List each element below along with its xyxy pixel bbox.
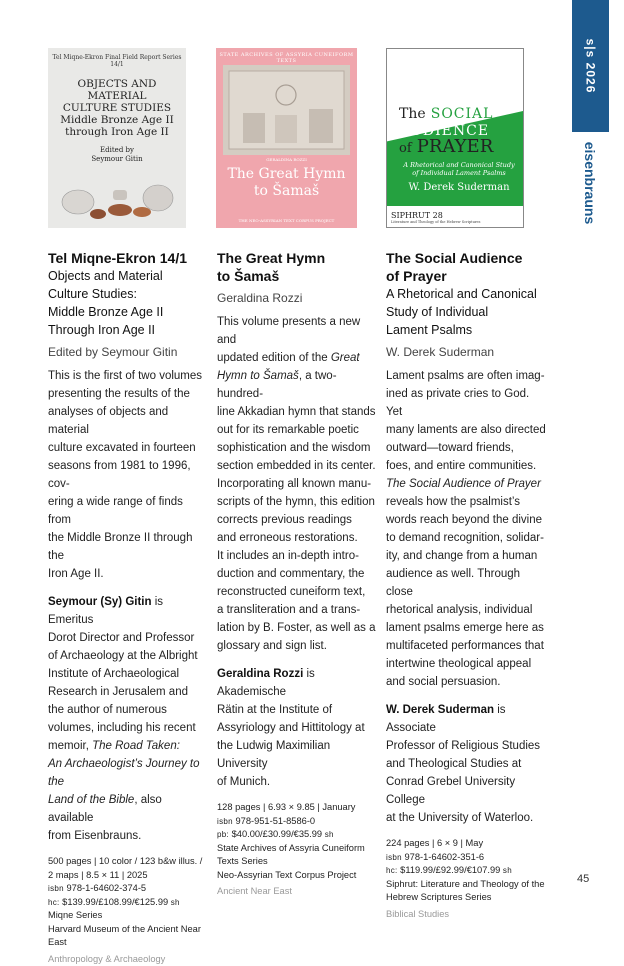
- book-meta: 224 pages | 6 × 9 | May isbn 978-1-64602-351-6 hc: $119.99/£92.99/€107.99 sh Siphrut: Literature and Theology of the Hebrew Scriptures Series: [386, 837, 546, 905]
- author-bio: W. Derek Suderman is Associate Professor of Religious Studies and Theological Studies at Conrad Grebel University College at the University of Waterloo.: [386, 701, 546, 827]
- book-entry-objects-material: [48, 249, 208, 966]
- author-bio: Seymour (Sy) Gitin is Emeritus Dorot Director and Professor of Archaeology at the Albright Institute of Archaeological Research in Jerusalem and the author of numerous volumes, including his recent memoir, The Road Taken: An Archaeologist’s Journey to the Land of the Bible, also available from Eisenbrauns.: [48, 593, 208, 845]
- book-description: This volume presents a new and updated edition of the Great Hymn to Šamaš, a two-hundred- line Akkadian hymn that stands out for its remarkable poetic sophistication and the wisdom section embedded in its center. Incorporating all known manu- scripts of the hymn, this edition corrects previous readings and erroneous restorations. It includes an in-depth intro- duction and commentary, the reconstructed cuneiform text, a transliteration and a trans- lation by B. Foster, as well as a glossary and sign list.: [217, 313, 377, 655]
- relief-tablet-image: [223, 65, 350, 155]
- book-description: Lament psalms are often imag- ined as private cries to God. Yet many laments are also directed outward—toward friends, foes, and entire communities. The Social Audience of Prayer reveals how the psalmist’s words reach beyond the divine to demand recognition, solidar- ity, and change from a human audience as well. Through close rhetorical analysis, individual lament psalms emerge here as multifaceted performances that intertwine theological appeal and social persuasion.: [386, 367, 546, 691]
- book-author: Geraldina Rozzi: [217, 289, 377, 307]
- cover-title: OBJECTS AND MATERIAL CULTURE STUDIES Middle Bronze Age II through Iron Age II: [48, 78, 186, 138]
- book-author: W. Derek Suderman: [386, 343, 546, 361]
- brand-label: [570, 138, 610, 228]
- book-subtitle: A Rhetorical and Canonical Study of Individual Lament Psalms: [386, 285, 546, 339]
- book-entry-great-hymn: [217, 249, 377, 899]
- book-title[interactable]: The Great Hymn to Šamaš: [217, 249, 377, 285]
- catalog-tab-label: s|s 2026: [584, 39, 598, 94]
- pottery-artifacts-image: [58, 170, 176, 222]
- author-bio: Geraldina Rozzi is Akademische Rätin at the Institute of Assyriology and Hittitology at the Ludwig Maximilian University of Munich.: [217, 665, 377, 791]
- brand-text: eisenbrauns: [582, 142, 598, 224]
- book-subtitle: Objects and Material Culture Studies: Middle Bronze Age II Through Iron Age II: [48, 267, 208, 339]
- catalog-tab: [572, 0, 609, 132]
- cover-series-text: STATE ARCHIVES OF ASSYRIA CUNEIFORM TEXTS: [216, 48, 357, 64]
- cover-author: W. Derek Suderman: [399, 182, 519, 193]
- book-description: This is the first of two volumes presenting the results of the analyses of objects and material culture excavated in fourteen seasons from 1981 to 1996, cov- ering a wide range of finds from the Middle Bronze II through the Iron Age II.: [48, 367, 208, 583]
- book-category: Ancient Near East: [217, 885, 377, 899]
- cover-project-text: THE NEO-ASSYRIAN TEXT CORPUS PROJECT: [216, 218, 357, 223]
- cover-title: The Great Hymn to Šamaš: [216, 166, 357, 200]
- cover-title: The SOCIAL AUDIENCE of PRAYER: [399, 105, 493, 157]
- book-cover-objects-material[interactable]: [48, 48, 186, 228]
- book-title[interactable]: Tel Miqne-Ekron 14/1: [48, 249, 208, 267]
- book-category: Biblical Studies: [386, 908, 546, 922]
- book-cover-social-audience[interactable]: [386, 48, 524, 228]
- book-cover-great-hymn[interactable]: [216, 48, 357, 228]
- cover-subtitle: A Rhetorical and Canonical Study of Individual Lament Psalms: [399, 161, 519, 177]
- book-category: Anthropology & Archaeology: [48, 953, 208, 966]
- cover-series-subtext: Literature and Theology of the Hebrew Scriptures: [391, 220, 480, 224]
- book-title[interactable]: The Social Audience of Prayer: [386, 249, 546, 285]
- page-number: 45: [577, 873, 589, 885]
- cover-editor: GERALDINA ROZZI: [216, 157, 357, 162]
- book-entry-social-audience: [386, 249, 546, 921]
- cover-editor: Edited by Seymour Gitin: [48, 146, 186, 164]
- cover-series-text: SIPHRUT 28: [391, 211, 443, 220]
- book-meta: 128 pages | 6.93 × 9.85 | January isbn 978-951-51-8586-0 pb: $40.00/£30.99/€35.99 sh State Archives of Assyria Cuneiform Texts Series Neo-Assyrian Text Corpus Project: [217, 801, 377, 882]
- book-author: Edited by Seymour Gitin: [48, 343, 208, 361]
- book-meta: 500 pages | 10 color / 123 b&w illus. / 2 maps | 8.5 × 11 | 2025 isbn 978-1-64602-374-5 hc: $139.99/£108.99/€125.99 sh Miqne Series Harvard Museum of the Ancient Near East: [48, 855, 208, 950]
- cover-series-text: Tel Miqne-Ekron Final Field Report Series 14/1: [48, 48, 186, 68]
